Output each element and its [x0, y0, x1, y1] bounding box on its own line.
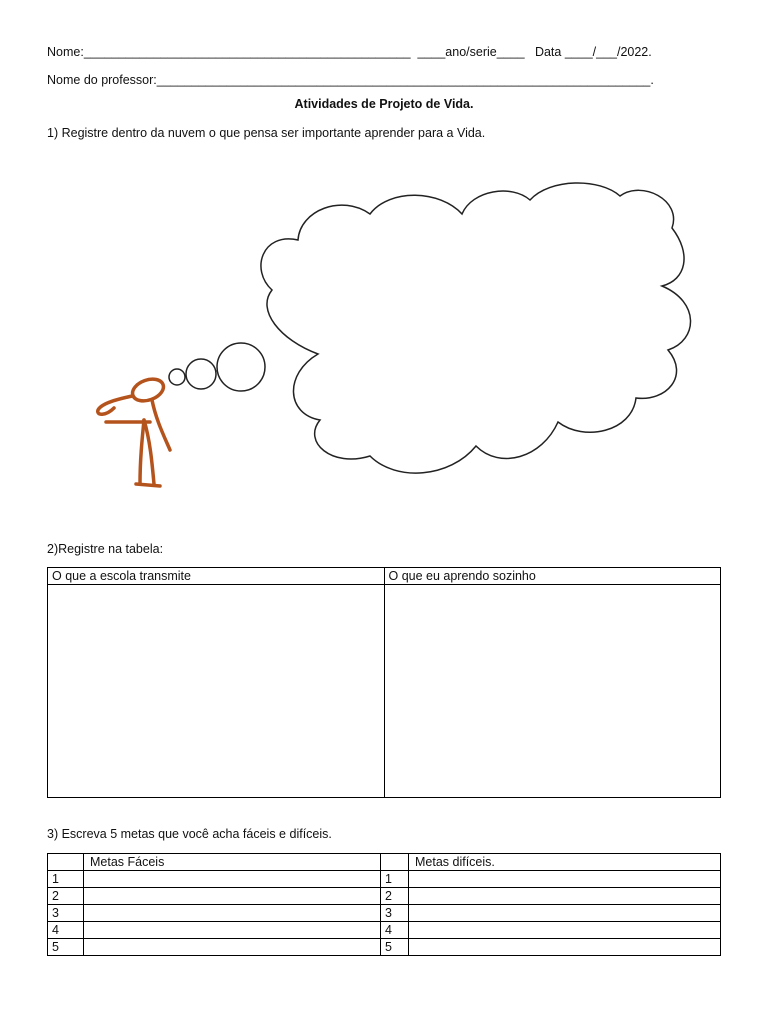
table-row [48, 905, 721, 922]
thought-cloud-icon [261, 183, 691, 473]
hard-goal-cell[interactable] [409, 922, 721, 939]
stick-figure-icon [98, 375, 170, 486]
hard-number-header [381, 854, 409, 871]
table-row [48, 871, 721, 888]
easy-goal-cell[interactable] [84, 905, 381, 922]
question-1-text: 1) Registre dentro da nuvem o que pensa ser importante aprender para a Vida. [47, 126, 486, 140]
hard-goal-number: 2 [381, 888, 409, 905]
column-header-easy-goals: Metas Fáceis [84, 854, 381, 871]
table-row [48, 922, 721, 939]
hard-goal-number: 5 [381, 939, 409, 956]
thought-bubble-large-icon [217, 343, 265, 391]
school-vs-self-learning-table [47, 567, 721, 798]
goals-table [47, 853, 721, 956]
easy-number-header [48, 854, 84, 871]
easy-goal-number: 2 [48, 888, 84, 905]
hard-goal-cell[interactable] [409, 905, 721, 922]
column-header-school: O que a escola transmite [48, 568, 385, 585]
question-3-text: 3) Escreva 5 metas que você acha fáceis e difíceis. [47, 827, 332, 841]
name-line[interactable]: Nome:_______________________________________________ ____ano/serie____ Data ____/___/2022. [47, 45, 652, 59]
easy-goal-number: 1 [48, 871, 84, 888]
thought-bubble-small-icon [169, 369, 185, 385]
easy-goal-number: 3 [48, 905, 84, 922]
easy-goal-cell[interactable] [84, 939, 381, 956]
column-header-hard-goals: Metas difíceis. [409, 854, 721, 871]
hard-goal-cell[interactable] [409, 939, 721, 956]
question-2-text: 2)Registre na tabela: [47, 542, 164, 556]
table-row [48, 939, 721, 956]
column-header-self: O que eu aprendo sozinho [384, 568, 721, 585]
hard-goal-cell[interactable] [409, 871, 721, 888]
easy-goal-number: 4 [48, 922, 84, 939]
easy-goal-number: 5 [48, 939, 84, 956]
teacher-name-line[interactable]: Nome do professor:_______________________________________________________________________. [47, 73, 654, 87]
school-answer-cell[interactable] [48, 585, 385, 798]
page-title: Atividades de Projeto de Vida. [294, 97, 474, 111]
hard-goal-number: 4 [381, 922, 409, 939]
hard-goal-number: 1 [381, 871, 409, 888]
thought-cloud-illustration [80, 170, 710, 500]
thought-bubble-medium-icon [186, 359, 216, 389]
easy-goal-cell[interactable] [84, 871, 381, 888]
table-row [48, 888, 721, 905]
hard-goal-number: 3 [381, 905, 409, 922]
easy-goal-cell[interactable] [84, 922, 381, 939]
self-answer-cell[interactable] [384, 585, 721, 798]
easy-goal-cell[interactable] [84, 888, 381, 905]
hard-goal-cell[interactable] [409, 888, 721, 905]
